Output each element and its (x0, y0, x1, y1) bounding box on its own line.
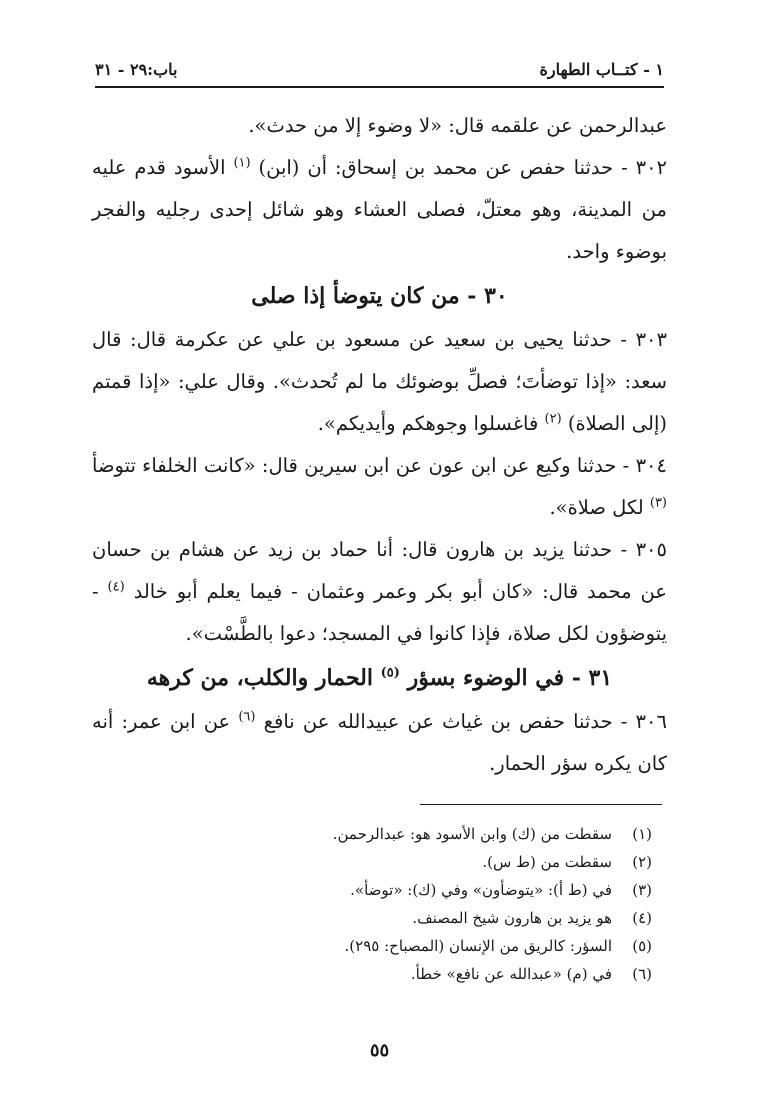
footnote-item (95, 960, 664, 988)
footnote-item (95, 904, 664, 932)
main-text (92, 105, 667, 785)
footnote-text: سقطت من (ط س). (482, 853, 612, 871)
footnote-item (95, 848, 664, 876)
footnote-number: (٤) (632, 909, 652, 927)
hadith-305-after: - يتوضؤون لكل صلاة، فإذا كانوا في المسجد؛ دعوا بالطَّسْت». (92, 580, 667, 645)
paragraph-0-text: عبدالرحمن عن علقمه قال: «لا وضوء إلا من حدث». (248, 114, 667, 137)
footnote-item (95, 932, 664, 960)
footnote-marker-4: (٤) (107, 579, 125, 595)
hadith-304-after: لكل صلاة». (549, 496, 644, 519)
footnote-marker-2: (٢) (544, 411, 562, 427)
chapter-31-after: الحمار والكلب، من كرهه (146, 665, 373, 691)
footnotes (95, 820, 664, 988)
hadith-306-after: عن ابن عمر: أنه كان يكره سؤر الحمار. (92, 710, 667, 775)
hadith-302-before: ٣٠٢ - حدثنا حفص عن محمد بن إسحاق: أن (ابن) (258, 156, 668, 179)
footnote-marker-1: (١) (233, 155, 251, 171)
footnote-marker-3: (٣) (649, 495, 667, 511)
footnote-number: (٦) (632, 965, 652, 983)
hadith-305 (92, 529, 667, 655)
footnote-text: في (م) «عبدالله عن نافع» خطأ. (410, 965, 612, 983)
page-number: ٥٥ (369, 1040, 390, 1061)
footnote-text: سقطت من (ك) وابن الأسود هو: عبدالرحمن. (332, 825, 612, 843)
footnote-marker-6: (٦) (238, 709, 256, 725)
hadith-305-before: ٣٠٥ - حدثنا يزيد بن هارون قال: أنا حماد بن زيد عن هشام بن حسان عن محمد قال: «كان أبو بكر وعمر وعثمان - فيما يعلم أبو خالد (92, 538, 668, 603)
footnote-number: (٢) (632, 853, 652, 871)
footnote-text: هو يزيد بن هارون شيخ المصنف. (412, 909, 612, 927)
footnote-text: في (ط أ): «يتوضأون» وفي (ك): «توضأ». (350, 881, 612, 899)
hadith-303 (92, 319, 667, 445)
hadith-303-before: ٣٠٣ - حدثنا يحيى بن سعيد عن مسعود بن علي عن عكرمة قال: قال سعد: «إذا توضأتَ؛ فصلِّ بوضوئك ما لم تُحدث». وقال علي: «إذا قمتم (إلى الصلاة) (92, 328, 667, 435)
footnote-separator (420, 804, 662, 805)
footnote-marker-5: (٥) (380, 665, 400, 681)
hadith-302 (92, 147, 667, 273)
footnote-number: (٣) (632, 881, 652, 899)
hadith-306-before: ٣٠٦ - حدثنا حفص بن غياث عن عبيدالله عن نافع (263, 710, 667, 733)
hadith-304-before: ٣٠٤ - حدثنا وكيع عن ابن عون عن ابن سيرين قال: «كانت الخلفاء تتوضأ (92, 454, 667, 477)
footnote-text: السؤر: كالريق من الإنسان (المصباح: ٢٩٥). (344, 937, 612, 955)
chapter-31-heading (92, 655, 667, 701)
chapter-31-before: ٣١ - في الوضوء بسؤر (407, 665, 613, 691)
book-title: ١ - كتــاب الطهارة (539, 59, 664, 79)
footnote-number: (٥) (632, 937, 652, 955)
hadith-306 (92, 701, 667, 785)
hadith-303-after: فاغسلوا وجوهكم وأيديكم». (317, 412, 539, 435)
running-header (95, 52, 664, 88)
chapter-30-heading (92, 273, 667, 319)
footnote-number: (١) (632, 825, 652, 843)
footnote-item (95, 820, 664, 848)
footnote-item (95, 876, 664, 904)
chapter-30-title: ٣٠ - من كان يتوضأ إذا صلى (251, 283, 508, 309)
hadith-304 (92, 445, 667, 529)
chapter-range: باب:٢٩ - ٣١ (95, 59, 178, 79)
paragraph-0 (92, 105, 667, 147)
hadith-302-after: الأسود قدم عليه من المدينة، وهو معتلّ، فصلى العشاء وهو شائل إحدى رجليه والفجر بوضوء واحد. (92, 156, 667, 263)
